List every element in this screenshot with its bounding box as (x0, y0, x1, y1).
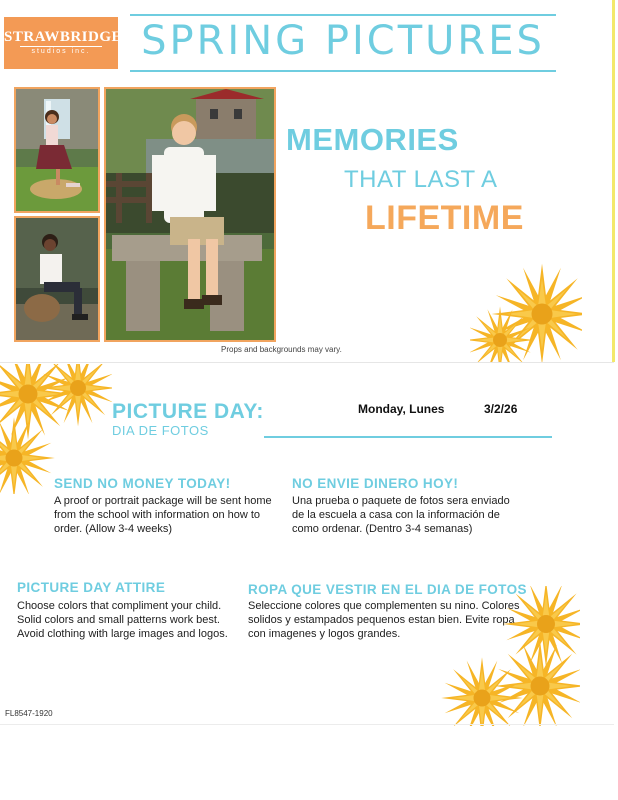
props-note: Props and backgrounds may vary. (221, 345, 342, 354)
flower-decoration (440, 586, 580, 726)
picture-day-date-label: Monday, Lunes (358, 402, 445, 416)
ropa-text: Seleccione colores que complementen su nino. Colores solidos y estampados pequenos estan bien. Evite ropa con imagenes y logos grandes. (248, 600, 520, 640)
tagline-lifetime: LIFETIME (365, 199, 524, 237)
picture-day-date: 3/2/26 (484, 402, 518, 416)
send-no-money-text: A proof or portrait package will be sent home from the school with information on how to order. (Allow 3-4 weeks) (54, 495, 272, 535)
ropa-heading: ROPA QUE VESTIR EN EL DIA DE FOTOS (248, 582, 527, 597)
logo-sub: studios inc. (31, 48, 91, 55)
flower-decoration (0, 364, 112, 494)
send-no-money-heading: SEND NO MONEY TODAY! (54, 476, 231, 491)
form-code: FL8547-1920 (5, 709, 53, 718)
picture-day-title: PICTURE DAY: (112, 400, 264, 423)
photo-girl (14, 87, 100, 213)
header-top-rule (130, 14, 556, 16)
no-envie-text: Una prueba o paquete de fotos sera enviado de la escuela a casa con la información de como ordenar. (Dentro 3-4 semanas) (292, 495, 510, 535)
logo-name: STRAWBRIDGE (4, 29, 123, 45)
picture-day-rule (264, 436, 552, 438)
header-bottom-rule (130, 70, 556, 72)
picture-day-subtitle: DIA DE FOTOS (112, 423, 209, 438)
flower-decoration (470, 262, 582, 362)
card-divider (0, 362, 614, 363)
no-envie-heading: NO ENVIE DINERO HOY! (292, 476, 459, 491)
attire-heading: PICTURE DAY ATTIRE (17, 580, 166, 595)
page-title: SPRING PICTURES (141, 18, 545, 64)
attire-text: Choose colors that compliment your child. Solid colors and small patterns work best. Avoid clothing with large images and logos. (17, 600, 228, 640)
photo-boy-small (14, 216, 100, 342)
card-edge (612, 0, 615, 362)
strawbridge-logo (4, 17, 123, 69)
photo-boy-main (104, 87, 276, 342)
card-bottom-edge (0, 724, 614, 725)
tagline-that-last: THAT LAST A (344, 166, 498, 193)
tagline-memories: MEMORIES (286, 122, 459, 157)
